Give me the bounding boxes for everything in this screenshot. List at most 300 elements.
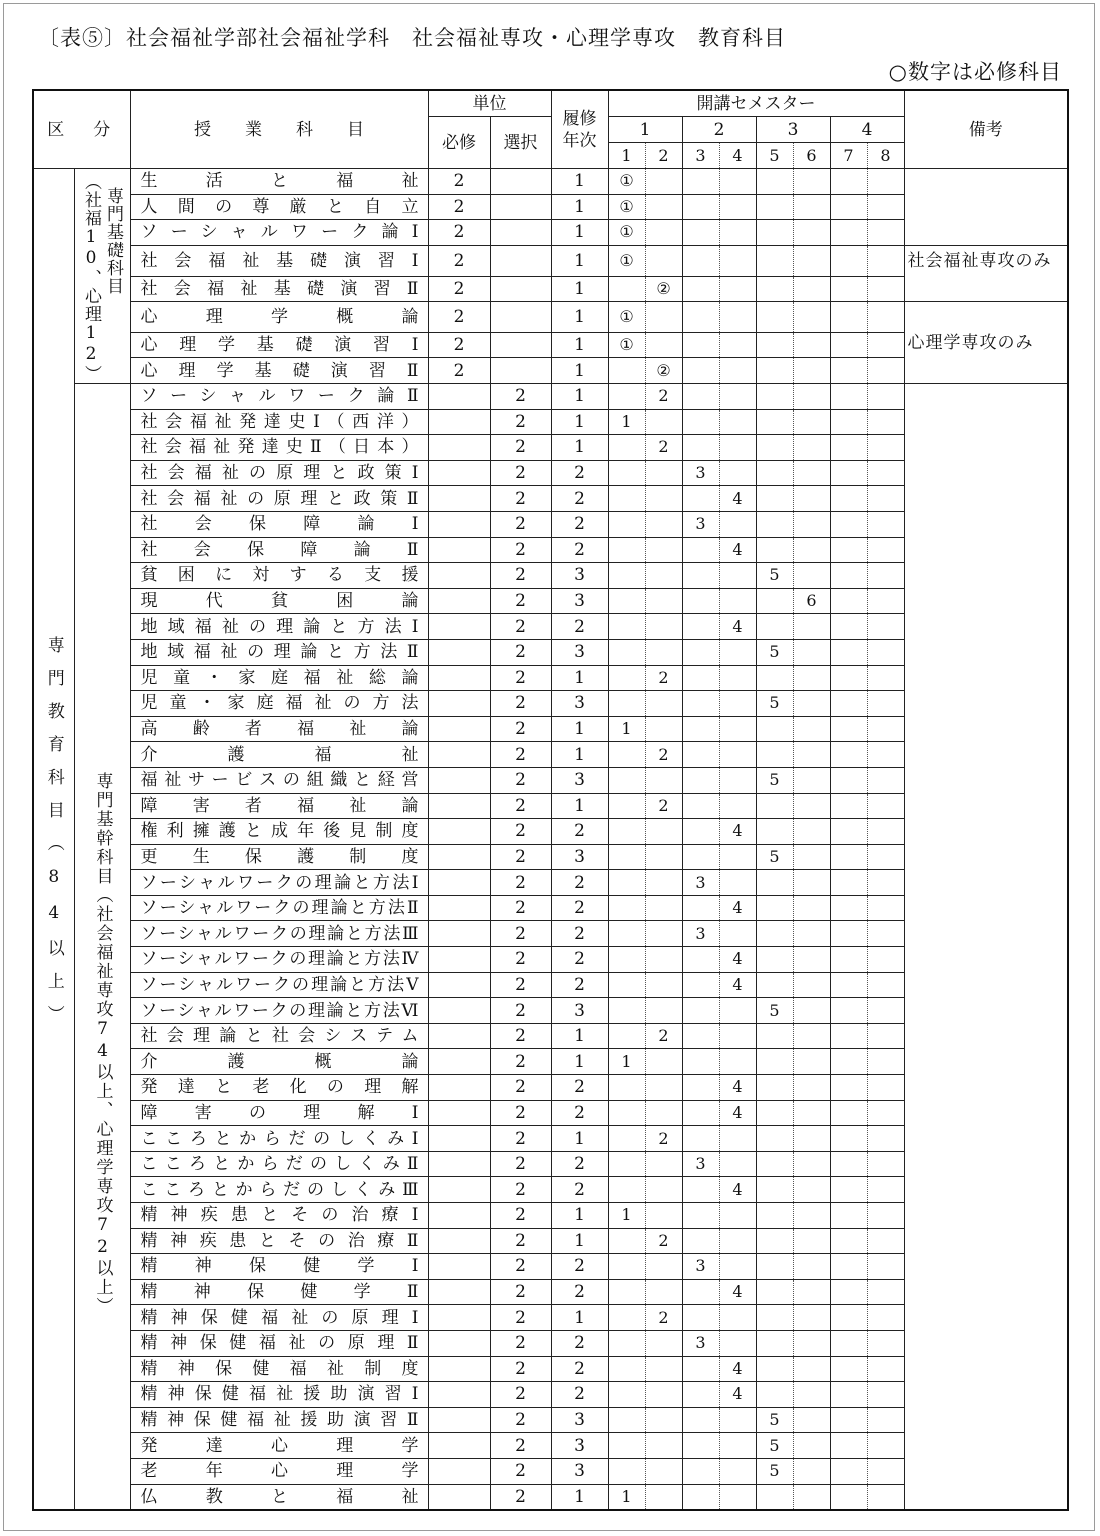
semester-cell-1: 1: [608, 1049, 645, 1075]
semester-cell-4: [719, 332, 756, 358]
group-specialized-education-label: 専門教育科目（84以上）: [43, 635, 64, 1038]
required-credits: [428, 1228, 490, 1254]
subject-name: ソーシャルワークの理論と方法Ⅲ: [130, 921, 428, 947]
study-year: 3: [551, 1433, 608, 1459]
semester-cell-2: [645, 1458, 682, 1484]
required-credits: [428, 1254, 490, 1280]
semester-cell-2: 2: [645, 665, 682, 691]
required-credits: [428, 588, 490, 614]
semester-cell-7: [830, 435, 867, 461]
study-year: 3: [551, 1407, 608, 1433]
semester-cell-7: [830, 409, 867, 435]
subject-name: 精神疾患とその治療Ⅰ: [130, 1203, 428, 1229]
semester-cell-3: [682, 895, 719, 921]
semester-cell-1: [608, 1330, 645, 1356]
semester-cell-7: [830, 1484, 867, 1510]
study-year: 2: [551, 1075, 608, 1101]
study-year: 1: [551, 1023, 608, 1049]
subject-name: ソーシャルワーク論Ⅰ: [130, 220, 428, 246]
subject-name: 児童・家庭福祉総論: [130, 665, 428, 691]
semester-cell-1: [608, 435, 645, 461]
semester-cell-2: [645, 1330, 682, 1356]
semester-cell-4: [719, 460, 756, 486]
semester-cell-7: [830, 563, 867, 589]
study-year: 2: [551, 460, 608, 486]
semester-cell-8: [867, 1407, 904, 1433]
semester-cell-5: [756, 665, 793, 691]
semester-cell-3: [682, 1433, 719, 1459]
header-semester-7: 7: [830, 143, 867, 169]
semester-cell-4: [719, 1228, 756, 1254]
semester-cell-4: [719, 1484, 756, 1510]
semester-cell-2: [645, 588, 682, 614]
semester-cell-8: [867, 691, 904, 717]
semester-cell-4: [719, 1203, 756, 1229]
study-year: 2: [551, 537, 608, 563]
semester-cell-3: [682, 639, 719, 665]
semester-cell-1: [608, 742, 645, 768]
table-row: [33, 245, 1068, 276]
semester-cell-3: 3: [682, 511, 719, 537]
study-year: 1: [551, 169, 608, 195]
semester-cell-8: [867, 194, 904, 220]
elective-credits: [490, 332, 551, 358]
semester-cell-1: [608, 998, 645, 1024]
elective-credits: 2: [490, 1433, 551, 1459]
elective-credits: 2: [490, 844, 551, 870]
elective-credits: 2: [490, 639, 551, 665]
required-credits: [428, 1279, 490, 1305]
subject-name: 精神保健福祉の原理Ⅰ: [130, 1305, 428, 1331]
subject-name: 精神保健福祉制度: [130, 1356, 428, 1382]
semester-cell-2: [645, 1433, 682, 1459]
semester-cell-8: [867, 1254, 904, 1280]
semester-cell-4: [719, 409, 756, 435]
semester-cell-6: [793, 1075, 830, 1101]
semester-cell-7: [830, 921, 867, 947]
header-semester-1: 1: [608, 143, 645, 169]
semester-cell-1: ①: [608, 220, 645, 246]
table-row: [33, 302, 1068, 333]
study-year: 1: [551, 276, 608, 302]
semester-cell-1: [608, 1433, 645, 1459]
semester-cell-4: [719, 1126, 756, 1152]
semester-cell-2: [645, 1151, 682, 1177]
subject-name: 権利擁護と成年後見制度: [130, 819, 428, 845]
semester-cell-4: [719, 511, 756, 537]
semester-cell-5: [756, 537, 793, 563]
elective-credits: 2: [490, 819, 551, 845]
semester-cell-4: [719, 1023, 756, 1049]
required-credits: [428, 1433, 490, 1459]
semester-cell-4: 4: [719, 972, 756, 998]
semester-cell-5: [756, 870, 793, 896]
required-credits: [428, 639, 490, 665]
semester-cell-3: [682, 614, 719, 640]
semester-cell-2: [645, 245, 682, 276]
elective-credits: 2: [490, 1484, 551, 1510]
semester-cell-6: [793, 1177, 830, 1203]
semester-cell-8: [867, 665, 904, 691]
semester-cell-2: [645, 332, 682, 358]
study-year: 2: [551, 1330, 608, 1356]
semester-cell-8: [867, 302, 904, 333]
semester-cell-3: [682, 1075, 719, 1101]
study-year: 2: [551, 1254, 608, 1280]
semester-cell-5: [756, 716, 793, 742]
semester-cell-8: [867, 998, 904, 1024]
semester-cell-5: [756, 947, 793, 973]
subject-name: 更生保護制度: [130, 844, 428, 870]
semester-cell-1: [608, 972, 645, 998]
study-year: 3: [551, 767, 608, 793]
semester-cell-1: [608, 819, 645, 845]
semester-cell-1: [608, 1228, 645, 1254]
subject-name: ソーシャルワークの理論と方法Ⅵ: [130, 998, 428, 1024]
elective-credits: 2: [490, 921, 551, 947]
semester-cell-8: [867, 1279, 904, 1305]
semester-cell-8: [867, 384, 904, 410]
elective-credits: 2: [490, 511, 551, 537]
subject-name: 社会福祉発達史Ⅱ（日本）: [130, 435, 428, 461]
semester-cell-5: [756, 1023, 793, 1049]
semester-cell-6: [793, 1458, 830, 1484]
semester-cell-1: [608, 384, 645, 410]
elective-credits: 2: [490, 1177, 551, 1203]
semester-cell-1: ①: [608, 302, 645, 333]
elective-credits: 2: [490, 767, 551, 793]
required-credits: [428, 1177, 490, 1203]
header-remarks: 備考: [904, 90, 1068, 169]
semester-cell-1: [608, 665, 645, 691]
semester-cell-1: [608, 563, 645, 589]
semester-cell-8: [867, 409, 904, 435]
semester-cell-6: [793, 1279, 830, 1305]
semester-cell-6: [793, 384, 830, 410]
semester-cell-3: [682, 947, 719, 973]
semester-cell-3: [682, 1228, 719, 1254]
semester-cell-5: 5: [756, 1433, 793, 1459]
semester-cell-3: [682, 665, 719, 691]
semester-cell-4: [719, 588, 756, 614]
study-year: 3: [551, 563, 608, 589]
semester-cell-7: [830, 895, 867, 921]
semester-cell-4: 4: [719, 1356, 756, 1382]
semester-cell-2: [645, 302, 682, 333]
semester-cell-4: [719, 665, 756, 691]
header-semester-4: 4: [719, 143, 756, 169]
semester-cell-7: [830, 1305, 867, 1331]
required-credits: [428, 563, 490, 589]
semester-cell-6: [793, 1254, 830, 1280]
semester-cell-2: 2: [645, 1023, 682, 1049]
elective-credits: [490, 276, 551, 302]
semester-cell-5: [756, 276, 793, 302]
required-credits: 2: [428, 276, 490, 302]
required-credits: [428, 384, 490, 410]
semester-cell-5: [756, 1254, 793, 1280]
semester-cell-4: 4: [719, 537, 756, 563]
semester-cell-4: [719, 921, 756, 947]
semester-cell-6: [793, 220, 830, 246]
semester-cell-2: [645, 1407, 682, 1433]
semester-cell-3: [682, 819, 719, 845]
semester-cell-7: [830, 1228, 867, 1254]
semester-cell-6: [793, 742, 830, 768]
required-credits: 2: [428, 332, 490, 358]
elective-credits: 2: [490, 1075, 551, 1101]
semester-cell-1: [608, 639, 645, 665]
required-credits: 2: [428, 220, 490, 246]
subject-name: 社会保障論Ⅰ: [130, 511, 428, 537]
semester-cell-1: [608, 537, 645, 563]
semester-cell-3: 3: [682, 1254, 719, 1280]
semester-cell-2: [645, 639, 682, 665]
study-year: 3: [551, 691, 608, 717]
semester-cell-2: [645, 486, 682, 512]
semester-cell-4: [719, 793, 756, 819]
semester-cell-6: 6: [793, 588, 830, 614]
subject-name: 発達心理学: [130, 1433, 428, 1459]
semester-cell-5: [756, 1177, 793, 1203]
semester-cell-6: [793, 1100, 830, 1126]
semester-cell-8: [867, 358, 904, 384]
semester-cell-5: 5: [756, 1458, 793, 1484]
group-specialized-education: [33, 169, 74, 1511]
semester-cell-6: [793, 1049, 830, 1075]
semester-cell-8: [867, 1203, 904, 1229]
study-year: 1: [551, 1484, 608, 1510]
semester-cell-7: [830, 358, 867, 384]
semester-cell-7: [830, 1100, 867, 1126]
required-credits: [428, 947, 490, 973]
elective-credits: 2: [490, 1382, 551, 1408]
semester-cell-8: [867, 588, 904, 614]
semester-cell-3: [682, 716, 719, 742]
semester-cell-3: [682, 998, 719, 1024]
header-year-4: 4: [830, 117, 904, 143]
semester-cell-6: [793, 332, 830, 358]
semester-cell-1: [608, 767, 645, 793]
semester-cell-2: 2: [645, 1126, 682, 1152]
semester-cell-2: [645, 537, 682, 563]
semester-cell-6: [793, 716, 830, 742]
semester-cell-3: [682, 194, 719, 220]
semester-cell-8: [867, 1023, 904, 1049]
study-year: 2: [551, 511, 608, 537]
semester-cell-2: [645, 1254, 682, 1280]
semester-cell-4: [719, 998, 756, 1024]
elective-credits: [490, 220, 551, 246]
semester-cell-8: [867, 245, 904, 276]
subject-name: 社会保障論Ⅱ: [130, 537, 428, 563]
semester-cell-2: [645, 767, 682, 793]
elective-credits: 2: [490, 665, 551, 691]
semester-cell-2: [645, 895, 682, 921]
semester-cell-6: [793, 819, 830, 845]
subject-name: 人間の尊厳と自立: [130, 194, 428, 220]
header-semester-3: 3: [682, 143, 719, 169]
semester-cell-4: 4: [719, 486, 756, 512]
semester-cell-7: [830, 511, 867, 537]
table-row: [33, 169, 1068, 195]
subject-name: 介護概論: [130, 1049, 428, 1075]
elective-credits: 2: [490, 716, 551, 742]
subject-name: 老年心理学: [130, 1458, 428, 1484]
semester-cell-4: [719, 1330, 756, 1356]
semester-cell-1: [608, 1126, 645, 1152]
study-year: 3: [551, 639, 608, 665]
elective-credits: 2: [490, 1356, 551, 1382]
semester-cell-6: [793, 409, 830, 435]
semester-cell-8: [867, 639, 904, 665]
semester-cell-8: [867, 1484, 904, 1510]
semester-cell-1: [608, 1151, 645, 1177]
study-year: 2: [551, 1382, 608, 1408]
semester-cell-2: [645, 169, 682, 195]
semester-cell-5: [756, 793, 793, 819]
semester-cell-1: [608, 870, 645, 896]
subject-name: 心理学概論: [130, 302, 428, 333]
study-year: 1: [551, 358, 608, 384]
semester-cell-2: 2: [645, 1305, 682, 1331]
semester-cell-1: [608, 947, 645, 973]
header-elective: 選択: [490, 117, 551, 169]
semester-cell-8: [867, 614, 904, 640]
semester-cell-6: [793, 1023, 830, 1049]
semester-cell-3: [682, 844, 719, 870]
header-category: 区 分: [33, 90, 130, 169]
semester-cell-1: [608, 460, 645, 486]
semester-cell-7: [830, 1151, 867, 1177]
header-year-2: 2: [682, 117, 756, 143]
semester-cell-8: [867, 169, 904, 195]
semester-cell-4: 4: [719, 947, 756, 973]
semester-cell-8: [867, 716, 904, 742]
semester-cell-5: [756, 1484, 793, 1510]
header-year: 履修年次: [551, 90, 608, 169]
semester-cell-2: [645, 194, 682, 220]
semester-cell-6: [793, 511, 830, 537]
required-credits: [428, 1356, 490, 1382]
subject-name: 社会福祉の原理と政策Ⅱ: [130, 486, 428, 512]
semester-cell-3: [682, 972, 719, 998]
semester-cell-2: ②: [645, 358, 682, 384]
semester-cell-8: [867, 332, 904, 358]
study-year: 1: [551, 1126, 608, 1152]
semester-cell-5: [756, 245, 793, 276]
semester-cell-2: [645, 1100, 682, 1126]
subject-name: 貧困に対する支援: [130, 563, 428, 589]
remarks-cell: [904, 384, 1068, 1511]
semester-cell-7: [830, 665, 867, 691]
study-year: 1: [551, 220, 608, 246]
page-title: 〔表⑤〕社会福祉学部社会福祉学科 社会福祉専攻・心理学専攻 教育科目: [38, 26, 786, 50]
study-year: 1: [551, 409, 608, 435]
required-credits: [428, 614, 490, 640]
semester-cell-6: [793, 895, 830, 921]
elective-credits: 2: [490, 1330, 551, 1356]
semester-cell-5: [756, 302, 793, 333]
semester-cell-5: [756, 1203, 793, 1229]
elective-credits: 2: [490, 998, 551, 1024]
subject-name: 生活と福祉: [130, 169, 428, 195]
semester-cell-3: [682, 563, 719, 589]
elective-credits: 2: [490, 384, 551, 410]
semester-cell-5: [756, 1356, 793, 1382]
semester-cell-3: [682, 767, 719, 793]
semester-cell-4: [719, 245, 756, 276]
semester-cell-4: [719, 384, 756, 410]
semester-cell-3: [682, 1177, 719, 1203]
semester-cell-5: [756, 358, 793, 384]
elective-credits: 2: [490, 460, 551, 486]
semester-cell-1: 1: [608, 409, 645, 435]
semester-cell-4: [719, 742, 756, 768]
semester-cell-1: ①: [608, 245, 645, 276]
header-semester-5: 5: [756, 143, 793, 169]
semester-cell-6: [793, 665, 830, 691]
subject-name: 精神疾患とその治療Ⅱ: [130, 1228, 428, 1254]
semester-cell-2: 2: [645, 435, 682, 461]
study-year: 2: [551, 870, 608, 896]
semester-cell-6: [793, 767, 830, 793]
semester-cell-6: [793, 1407, 830, 1433]
required-credits: [428, 921, 490, 947]
semester-cell-5: 5: [756, 1407, 793, 1433]
semester-cell-5: [756, 819, 793, 845]
study-year: 2: [551, 1151, 608, 1177]
semester-cell-5: [756, 1049, 793, 1075]
semester-cell-1: [608, 844, 645, 870]
semester-cell-6: [793, 1382, 830, 1408]
semester-cell-7: [830, 302, 867, 333]
study-year: 1: [551, 384, 608, 410]
semester-cell-8: [867, 793, 904, 819]
semester-cell-3: [682, 358, 719, 384]
semester-cell-8: [867, 844, 904, 870]
semester-cell-4: [719, 220, 756, 246]
semester-cell-6: [793, 194, 830, 220]
elective-credits: 2: [490, 870, 551, 896]
semester-cell-7: [830, 819, 867, 845]
elective-credits: 2: [490, 1023, 551, 1049]
semester-cell-5: [756, 1228, 793, 1254]
semester-cell-3: [682, 220, 719, 246]
semester-cell-3: [682, 1484, 719, 1510]
semester-cell-8: [867, 435, 904, 461]
semester-cell-3: [682, 384, 719, 410]
semester-cell-5: [756, 1151, 793, 1177]
semester-cell-8: [867, 767, 904, 793]
semester-cell-7: [830, 614, 867, 640]
elective-credits: 2: [490, 742, 551, 768]
elective-credits: 2: [490, 1407, 551, 1433]
semester-cell-6: [793, 793, 830, 819]
semester-cell-3: [682, 1100, 719, 1126]
study-year: 1: [551, 1228, 608, 1254]
subject-name: 社会理論と社会システム: [130, 1023, 428, 1049]
semester-cell-2: [645, 947, 682, 973]
study-year: 2: [551, 1100, 608, 1126]
required-credits: 2: [428, 169, 490, 195]
semester-cell-8: [867, 276, 904, 302]
semester-cell-1: [608, 486, 645, 512]
semester-cell-2: [645, 1356, 682, 1382]
semester-cell-5: 5: [756, 691, 793, 717]
semester-cell-7: [830, 1382, 867, 1408]
study-year: 2: [551, 921, 608, 947]
